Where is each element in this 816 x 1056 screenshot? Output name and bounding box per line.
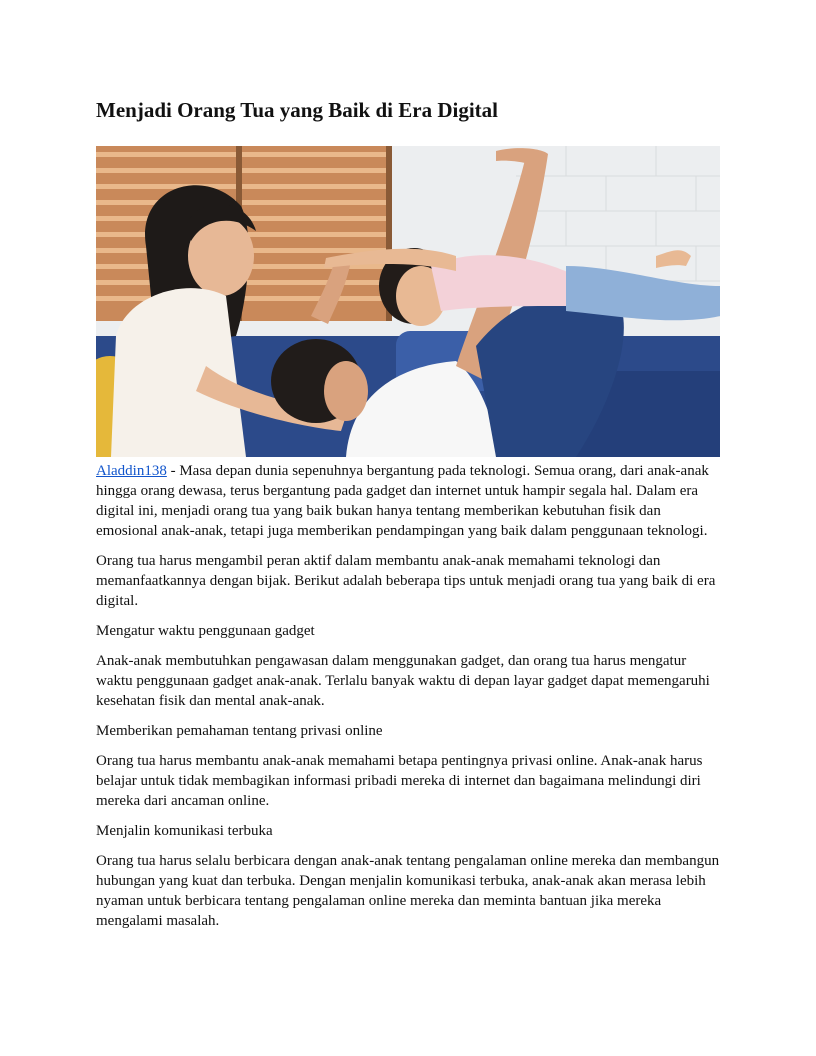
aladdin138-link[interactable]: Aladdin138: [96, 463, 167, 479]
article-body: [96, 461, 720, 941]
intro-text: - Masa depan dunia sepenuhnya bergantung pada teknologi. Semua orang, dari anak-anak hingga orang dewasa, terus bergantung pada gadget dan internet untuk hampir segala hal. Dalam era digital ini, menjadi orang tua yang baik bukan hanya tentang memberikan kebutuhan fisik dan emosional anak-anak, tetapi juga memberikan pendampingan yang baik dalam penggunaan teknologi.: [96, 463, 709, 539]
page-title: Menjadi Orang Tua yang Baik di Era Digital: [96, 98, 498, 122]
section-body: Anak-anak membutuhkan pengawasan dalam menggunakan gadget, dan orang tua harus mengatur waktu penggunaan gadget anak-anak. Terlalu banyak waktu di depan layar gadget dapat memengaruhi kesehatan fisik dan mental anak-anak.: [96, 653, 710, 709]
intro-paragraph: [96, 461, 720, 541]
section-heading: Mengatur waktu penggunaan gadget: [96, 623, 315, 639]
family-playing-photo: [96, 146, 720, 457]
paragraph-2: Orang tua harus mengambil peran aktif dalam membantu anak-anak memahami teknologi dan memanfaatkannya dengan bijak. Berikut adalah beberapa tips untuk menjadi orang tua yang baik di era digital.: [96, 553, 716, 609]
section-heading: Menjalin komunikasi terbuka: [96, 823, 273, 839]
section-body: Orang tua harus selalu berbicara dengan anak-anak tentang pengalaman online mereka dan membangun hubungan yang kuat dan terbuka. Dengan menjalin komunikasi terbuka, anak-anak akan merasa lebih nyaman untuk berbicara tentang pengalaman online mereka dan meminta bantuan jika mereka mengalami masalah.: [96, 853, 720, 929]
section-heading: Memberikan pemahaman tentang privasi online: [96, 723, 383, 739]
section-body: Orang tua harus membantu anak-anak memahami betapa pentingnya privasi online. Anak-anak harus belajar untuk tidak membagikan informasi pribadi mereka di internet dan bagaimana melindungi diri mereka dari ancaman online.: [96, 753, 703, 809]
